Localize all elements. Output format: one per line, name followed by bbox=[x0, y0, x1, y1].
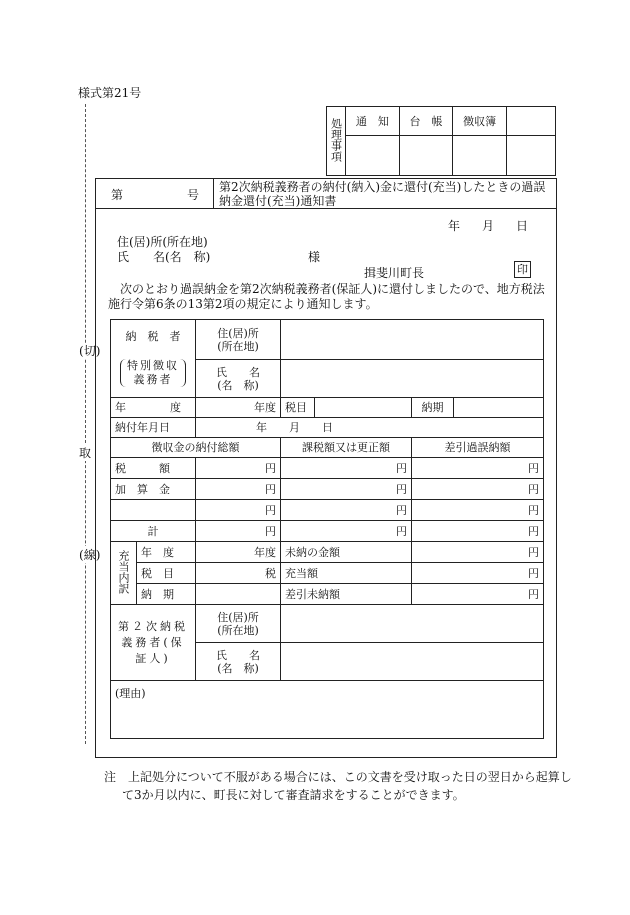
taxpayer-name-label: 氏 名 (名 称) bbox=[196, 360, 281, 398]
due-value bbox=[454, 398, 544, 418]
yen-cell: 円 bbox=[281, 458, 412, 479]
proc-col-blank bbox=[507, 107, 556, 136]
taxpayer-label: 納 税 者 bbox=[125, 330, 181, 343]
secondary-name-value bbox=[281, 643, 544, 681]
taxpayer-name-value bbox=[281, 360, 544, 398]
title-divider bbox=[95, 208, 556, 209]
appropriated-amount-label: 充当額 bbox=[281, 563, 412, 584]
row-tax-label: 税 額 bbox=[111, 458, 196, 479]
cut-line-char-1: (切) bbox=[79, 344, 101, 358]
yen-cell: 円 bbox=[196, 500, 281, 521]
yen-cell: 円 bbox=[196, 458, 281, 479]
issuer-name: 揖斐川町長 bbox=[364, 266, 425, 280]
proc-col-notice: 通 知 bbox=[346, 107, 400, 136]
reason-label: (理由) bbox=[115, 687, 146, 700]
cut-line bbox=[85, 104, 86, 744]
taxpayer-address-value bbox=[281, 320, 544, 360]
secondary-address-value bbox=[281, 605, 544, 643]
addressee-address-label: 住(居)所(所在地) bbox=[117, 235, 208, 249]
cut-line-char-2: 取 bbox=[79, 446, 92, 460]
year-label: 年 度 bbox=[111, 398, 196, 418]
proc-col-ledger: 台 帳 bbox=[399, 107, 453, 136]
issue-date: 年 月 日 bbox=[448, 219, 529, 233]
yen-cell: 円 bbox=[412, 584, 544, 605]
special-collector-label: 特別徴収義務者 bbox=[120, 359, 186, 387]
note-text: 上記処分について不服がある場合には、この文書を受け取った日の翌日から起算して3か月以内に、町長に対して審査請求をすることができます。 bbox=[122, 770, 572, 802]
proc-cell bbox=[507, 136, 556, 176]
proc-col-collection-book: 徴収簿 bbox=[453, 107, 507, 136]
addressee-honorific: 様 bbox=[308, 250, 321, 264]
tax-item-label: 税目 bbox=[281, 398, 315, 418]
col-header-total-paid: 徴収金の納付総額 bbox=[111, 438, 281, 458]
document-title: 第2次納税義務者の納付(納入)金に還付(充当)したときの過誤納金還付(充当)通知書 bbox=[219, 180, 546, 208]
reason-box bbox=[111, 681, 544, 739]
secondary-address-label: 住(居)所 (所在地) bbox=[196, 605, 281, 643]
number-cell bbox=[95, 178, 214, 209]
secondary-taxpayer-label: 第２次納税義務者(保証人) bbox=[111, 605, 196, 681]
seal-mark: 印 bbox=[514, 261, 531, 278]
col-header-taxed-amount: 課税額又は更正額 bbox=[281, 438, 412, 458]
body-text: 次のとおり過誤納金を第2次納税義務者(保証人)に還付しましたので、地方税法施行令第6条の13第2項の規定により通知します。 bbox=[108, 282, 545, 311]
yen-cell: 円 bbox=[281, 479, 412, 500]
row-surcharge-label: 加 算 金 bbox=[111, 479, 196, 500]
paid-date-value: 年 月 日 bbox=[196, 418, 544, 438]
year-unit: 年度 bbox=[196, 398, 281, 418]
unpaid-amount-label: 未納の金額 bbox=[281, 542, 412, 563]
proc-cell bbox=[399, 136, 453, 176]
taxpayer-address-label: 住(居)所 (所在地) bbox=[196, 320, 281, 360]
appr-due-unit bbox=[196, 584, 281, 605]
yen-cell: 円 bbox=[412, 521, 544, 542]
note-marker: 注 bbox=[104, 770, 117, 784]
number-suffix: 号 bbox=[187, 188, 200, 202]
cut-line-char-3: (線) bbox=[79, 548, 101, 562]
yen-cell: 円 bbox=[412, 479, 544, 500]
due-label: 納期 bbox=[412, 398, 454, 418]
appr-tax-item-label: 税 目 bbox=[137, 563, 196, 584]
yen-cell: 円 bbox=[412, 542, 544, 563]
paid-date-label: 納付年月日 bbox=[111, 418, 196, 438]
yen-cell: 円 bbox=[412, 458, 544, 479]
number-prefix: 第 bbox=[111, 188, 124, 202]
proc-cell bbox=[346, 136, 400, 176]
yen-cell: 円 bbox=[412, 500, 544, 521]
appr-year-unit: 年度 bbox=[196, 542, 281, 563]
row-blank-label bbox=[111, 500, 196, 521]
yen-cell: 円 bbox=[412, 563, 544, 584]
note bbox=[104, 768, 572, 804]
appr-tax-item-unit: 税 bbox=[196, 563, 281, 584]
addressee-name-label: 氏 名(名 称) bbox=[117, 250, 211, 264]
appropriation-label: 充当内訳 bbox=[111, 542, 137, 605]
yen-cell: 円 bbox=[196, 479, 281, 500]
tax-item-value bbox=[315, 398, 412, 418]
main-table bbox=[110, 319, 544, 739]
processing-header: 処理事項 bbox=[327, 107, 346, 176]
form-number: 様式第21号 bbox=[78, 86, 142, 100]
processing-table bbox=[326, 106, 556, 176]
appr-year-label: 年 度 bbox=[137, 542, 196, 563]
secondary-name-label: 氏 名 (名 称) bbox=[196, 643, 281, 681]
col-header-overpaid: 差引過誤納額 bbox=[412, 438, 544, 458]
yen-cell: 円 bbox=[281, 521, 412, 542]
yen-cell: 円 bbox=[281, 500, 412, 521]
net-unpaid-label: 差引未納額 bbox=[281, 584, 412, 605]
proc-cell bbox=[453, 136, 507, 176]
yen-cell: 円 bbox=[196, 521, 281, 542]
appr-due-label: 納 期 bbox=[137, 584, 196, 605]
taxpayer-block bbox=[111, 320, 196, 398]
row-total-label: 計 bbox=[111, 521, 196, 542]
